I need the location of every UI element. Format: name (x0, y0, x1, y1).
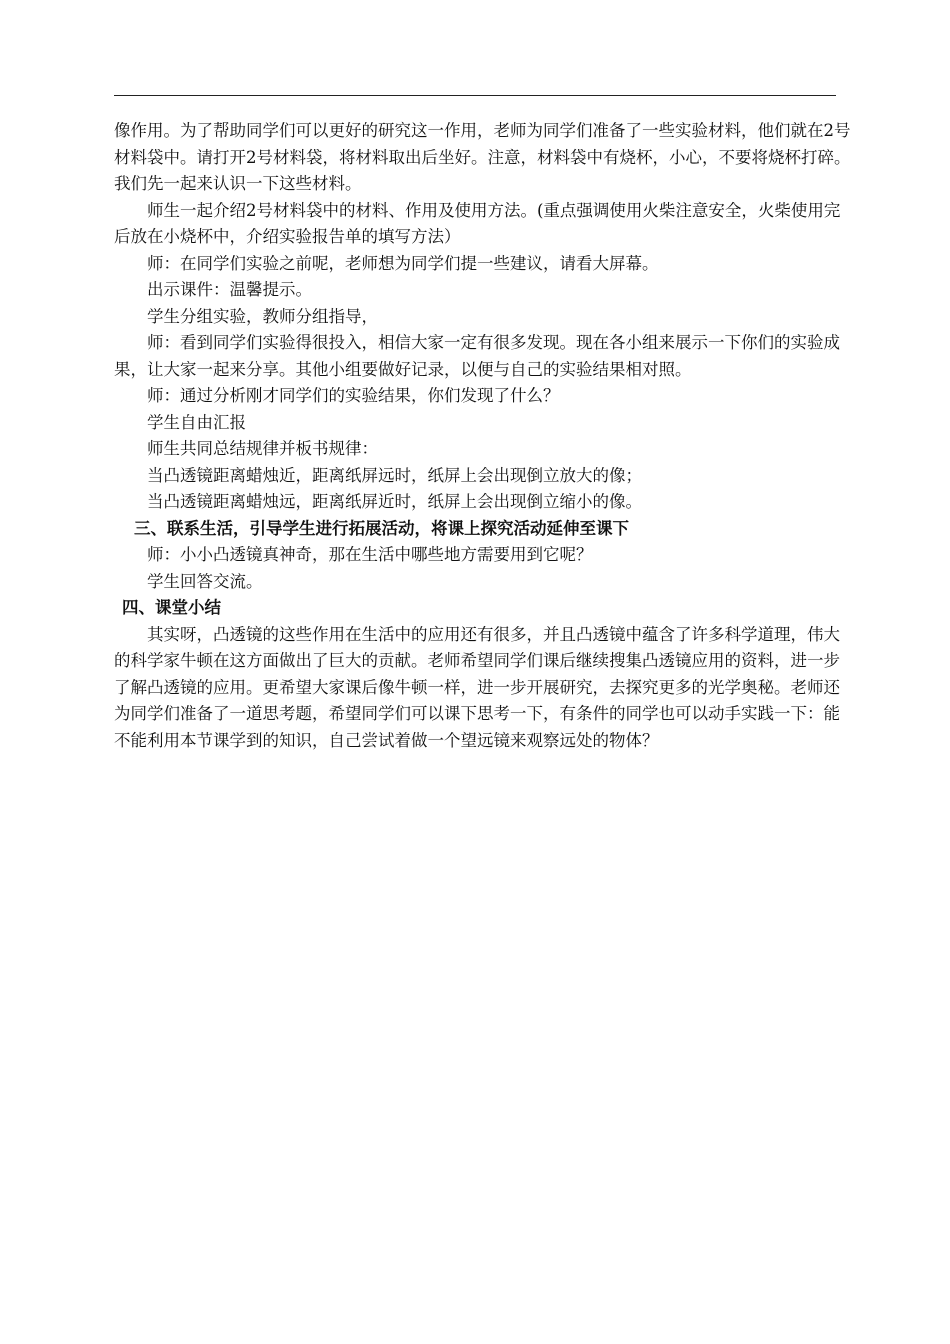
paragraph-student-report: 学生自由汇报 (147, 412, 246, 432)
paragraph-group-experiment: 学生分组实验，教师分组指导， (147, 306, 378, 326)
paragraph-life-question: 师：小小凸透镜真神奇，那在生活中哪些地方需要用到它呢？ (147, 545, 593, 564)
paragraph-student-answer: 学生回答交流。 (147, 571, 263, 591)
paragraph-courseware: 出示课件：温馨提示。 (147, 280, 312, 299)
paragraph-summary: 其实呀，凸透镜的这些作用在生活中的应用还有很多，并且凸透镜中蕴含了许多科学道理，伟大的科学家牛顿在这方面做出了巨大的贡献。老师希望同学们课后继续搜集凸透镜应用的资料，进一步了解凸透镜的应用。更希望大家课后像牛顿一样，进一步开展研究，去探究更多的光学奥秘。老师还为同学们准备了一道思考题，希望同学们可以课下思考一下，有条件的同学也可以动手实践一下：能不能利用本节课学到的知识，自己尝试着做一个望远镜来观察远处的物体？ (114, 624, 840, 750)
paragraph-rule-near: 当凸透镜距离蜡烛近，距离纸屏远时，纸屏上会出现倒立放大的像； (147, 465, 642, 485)
paragraph-introduce-materials: 师生一起介绍2号材料袋中的材料、作用及使用方法。(重点强调使用火柴注意安全，火柴使用完后放在小烧杯中，介绍实验报告单的填写方法） (114, 200, 841, 246)
header-rule (114, 95, 836, 96)
section-heading-3: 三、联系生活，引导学生进行拓展活动，将课上探究活动延伸至课下 (134, 518, 629, 538)
paragraph-summarize-rule: 师生共同总结规律并板书规律： (147, 439, 378, 458)
section-heading-4: 四、课堂小结 (122, 598, 221, 617)
paragraph-teacher-suggestion: 师：在同学们实验之前呢，老师想为同学们提一些建议，请看大屏幕。 (147, 253, 659, 273)
paragraph-teacher-observe: 师：看到同学们实验得很投入，相信大家一定有很多发现。现在各小组来展示一下你们的实验成果，让大家一起来分享。其他小组要做好记录，以便与自己的实验结果相对照。 (114, 333, 840, 379)
document-body (114, 118, 856, 754)
paragraph-intro: 像作用。为了帮助同学们可以更好的研究这一作用，老师为同学们准备了一些实验材料，他们就在2号材料袋中。请打开2号材料袋，将材料取出后坐好。注意，材料袋中有烧杯，小心，不要将烧杯打碎。我们先一起来认识一下这些材料。 (114, 121, 851, 193)
paragraph-rule-far: 当凸透镜距离蜡烛远，距离纸屏近时，纸屏上会出现倒立缩小的像。 (147, 492, 642, 511)
paragraph-teacher-question: 师：通过分析刚才同学们的实验结果，你们发现了什么？ (147, 386, 560, 405)
